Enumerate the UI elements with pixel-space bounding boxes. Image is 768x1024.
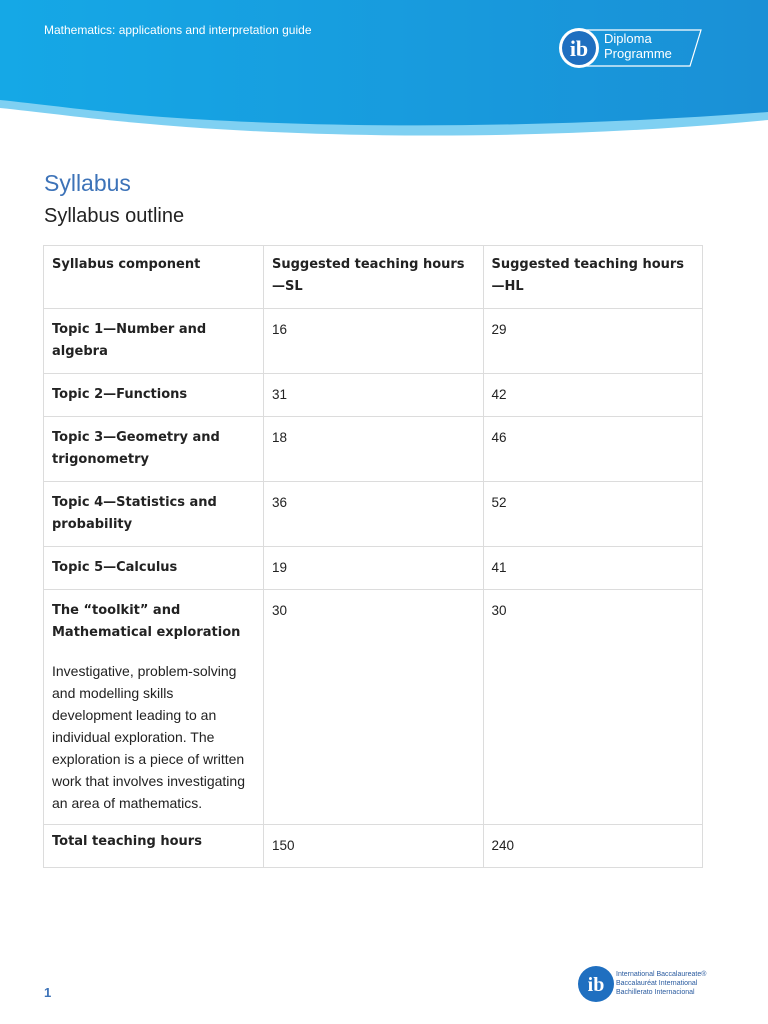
row-sl-hours: 30: [264, 590, 484, 825]
row-sl-hours: 19: [264, 547, 484, 590]
page-header: [0, 0, 768, 140]
row-hl-hours: 46: [483, 417, 703, 482]
ib-diploma-logo: [558, 26, 704, 70]
ib-footer-logo: [576, 964, 716, 1004]
row-hl-hours: 52: [483, 482, 703, 547]
row-hl-hours: 29: [483, 309, 703, 374]
row-component: Topic 1—Number and algebra: [44, 309, 264, 374]
table-row: [44, 547, 703, 590]
row-sl-hours: 36: [264, 482, 484, 547]
table-row: [44, 417, 703, 482]
subsection-title: Syllabus outline: [44, 205, 185, 227]
row-hl-hours: 42: [483, 374, 703, 417]
syllabus-outline-table: [43, 245, 703, 868]
total-label: Total teaching hours: [44, 825, 264, 868]
footer-logo-line-fr: Baccalauréat International: [616, 980, 698, 987]
ib-logo-letters: ib: [569, 36, 589, 61]
row-sl-hours: 18: [264, 417, 484, 482]
ib-footer-logo-icon: [576, 964, 616, 1004]
total-row: [44, 825, 703, 868]
toolkit-component-cell: [44, 590, 264, 825]
row-component: Topic 3—Geometry and trigonometry: [44, 417, 264, 482]
row-hl-hours: 30: [483, 590, 703, 825]
row-sl-hours: 16: [264, 309, 484, 374]
footer-logo-line-en: International Baccalaureate®: [616, 971, 707, 978]
table-row: [44, 482, 703, 547]
guide-title: Mathematics: applications and interpretation guide: [44, 23, 312, 37]
ib-footer-logo-letters: ib: [587, 974, 605, 996]
row-component: Topic 2—Functions: [44, 374, 264, 417]
section-title: Syllabus: [44, 170, 131, 196]
row-component: Topic 4—Statistics and probability: [44, 482, 264, 547]
row-component: Topic 5—Calculus: [44, 547, 264, 590]
table-header-row: [44, 246, 703, 309]
table-row: [44, 374, 703, 417]
column-header-component: Syllabus component: [44, 246, 264, 309]
row-hl-hours: 41: [483, 547, 703, 590]
table-row: [44, 590, 703, 825]
column-header-hl: Suggested teaching hours—HL: [483, 246, 703, 309]
table-row: [44, 309, 703, 374]
header-background: [0, 0, 768, 140]
page-number: 1: [44, 985, 52, 1000]
total-sl-hours: 150: [264, 825, 484, 868]
logo-line-diploma: Diploma: [604, 31, 652, 46]
logo-line-programme: Programme: [604, 46, 672, 61]
toolkit-description: Investigative, problem-solving and modelling skills development leading to an individual exploration. The exploration is a piece of written work that involves investigating an area of mathematics.: [52, 663, 245, 811]
total-hl-hours: 240: [483, 825, 703, 868]
column-header-sl: Suggested teaching hours—SL: [264, 246, 484, 309]
row-sl-hours: 31: [264, 374, 484, 417]
row-component: The “toolkit” and Mathematical exploration: [52, 603, 241, 640]
footer-logo-line-es: Bachillerato Internacional: [616, 989, 695, 996]
